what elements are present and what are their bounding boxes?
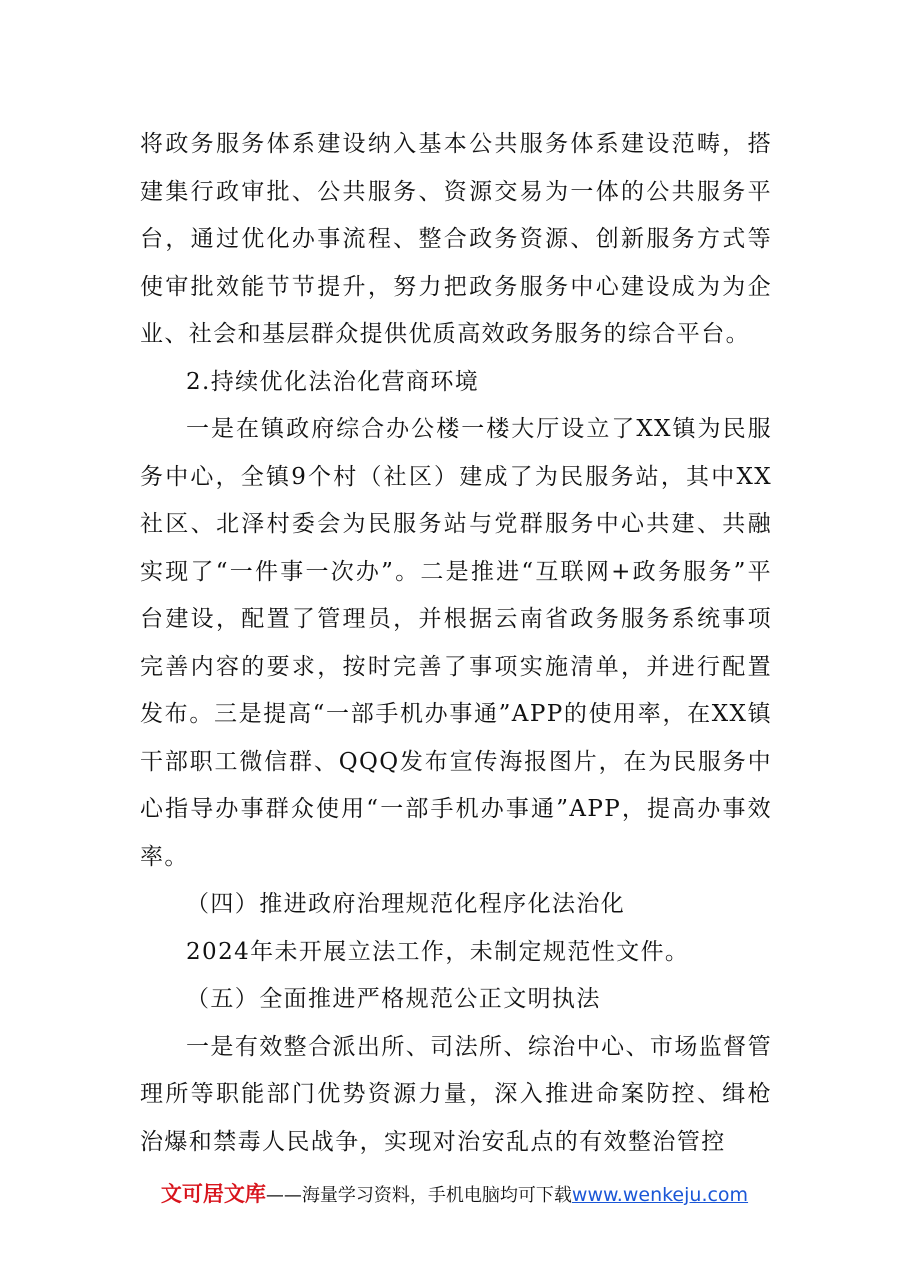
paragraph: 将政务服务体系建设纳入基本公共服务体系建设范畴，搭建集行政审批、公共服务、资源交易为一体的公共服务平台，通过优化办事流程、整合政务资源、创新服务方式等使审批效能节节提升，努力把政务服务中心建设成为为企业、社会和基层群众提供优质高效政务服务的综合平台。 [140,131,772,347]
footer-link[interactable]: www.wenkeju.com [571,1184,749,1206]
section-heading: （五）全面推进严格规范公正文明执法 [186,986,601,1012]
footer-slogan: ——海量学习资料，手机电脑均可下载 [265,1185,572,1206]
section-heading: 2.持续优化法治化营商环境 [186,368,480,395]
footer-watermark [0,1178,909,1208]
section-heading: （四）推进政府治理规范化程序化法治化 [186,891,626,917]
footer-brand: 文可居文库 [160,1182,266,1206]
paragraph: 2024年未开展立法工作，未制定规范性文件。 [186,938,690,965]
document-body [140,121,772,1166]
paragraph: 一是在镇政府综合办公楼一楼大厅设立了XX镇为民服务中心，全镇9个村（社区）建成了为民服务站，其中XX社区、北泽村委会为民服务站与党群服务中心共建、共融实现了“一件事一次办”。二是推进“互联网+政务服务”平台建设，配置了管理员，并根据云南省政务服务系统事项完善内容的要求，按时完善了事项实施清单，并进行配置发布。三是提高“一部手机办事通”APP的使用率，在XX镇干部职工微信群、QQQ发布宣传海报图片，在为民服务中心指导办事群众使用“一部手机办事通”APP，提高办事效率。 [140,416,772,870]
paragraph: 一是有效整合派出所、司法所、综治中心、市场监督管理所等职能部门优势资源力量，深入推进命案防控、缉枪治爆和禁毒人民战争，实现对治安乱点的有效整治管控 [140,1033,772,1155]
